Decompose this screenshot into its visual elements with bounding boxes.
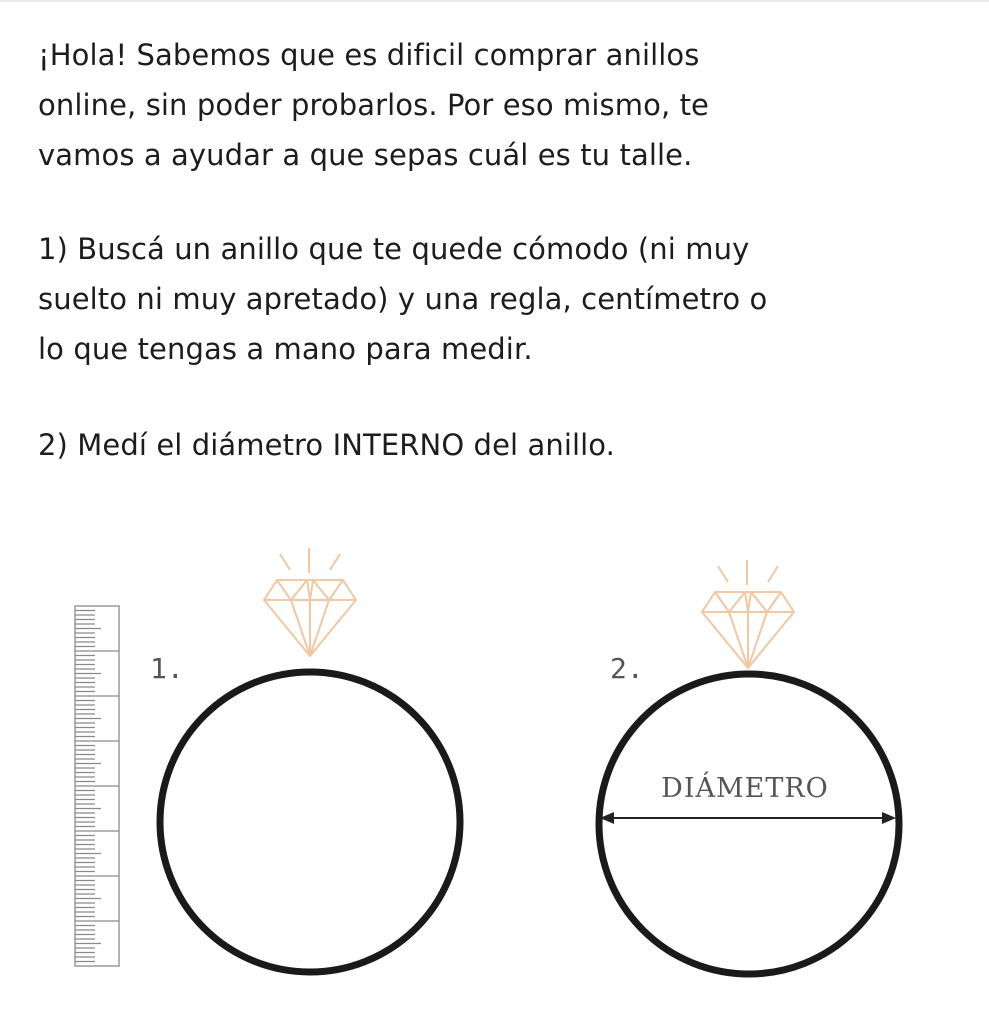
ring-icon xyxy=(599,674,899,974)
figure-1-label: 1. xyxy=(150,652,184,685)
arrow-icon xyxy=(600,812,896,824)
ruler-icon xyxy=(75,606,119,966)
diamond-icon xyxy=(702,560,794,668)
step-1-paragraph xyxy=(38,224,767,374)
ring-measurement-illustration xyxy=(0,520,989,1024)
intro-line-3: vamos a ayudar a que sepas cuál es tu talle. xyxy=(38,138,693,172)
top-divider xyxy=(0,0,989,2)
step-2-line-1: 2) Medí el diámetro INTERNO del anillo. xyxy=(38,428,615,462)
diameter-label: DIÁMETRO xyxy=(661,773,829,804)
diamond-icon xyxy=(264,548,356,656)
intro-line-2: online, sin poder probarlos. Por eso mismo, te xyxy=(38,88,709,122)
intro-line-1: ¡Hola! Sabemos que es dificil comprar anillos xyxy=(38,38,700,72)
step-2-paragraph xyxy=(38,420,615,470)
step-1-line-2: suelto ni muy apretado) y una regla, centímetro o xyxy=(38,282,768,316)
intro-paragraph xyxy=(38,30,709,180)
figure-2-label: 2. xyxy=(610,652,644,685)
step-1-line-3: lo que tengas a mano para medir. xyxy=(38,332,533,366)
step-1-line-1: 1) Buscá un anillo que te quede cómodo (ni muy xyxy=(38,232,750,266)
ring-icon xyxy=(160,672,460,972)
